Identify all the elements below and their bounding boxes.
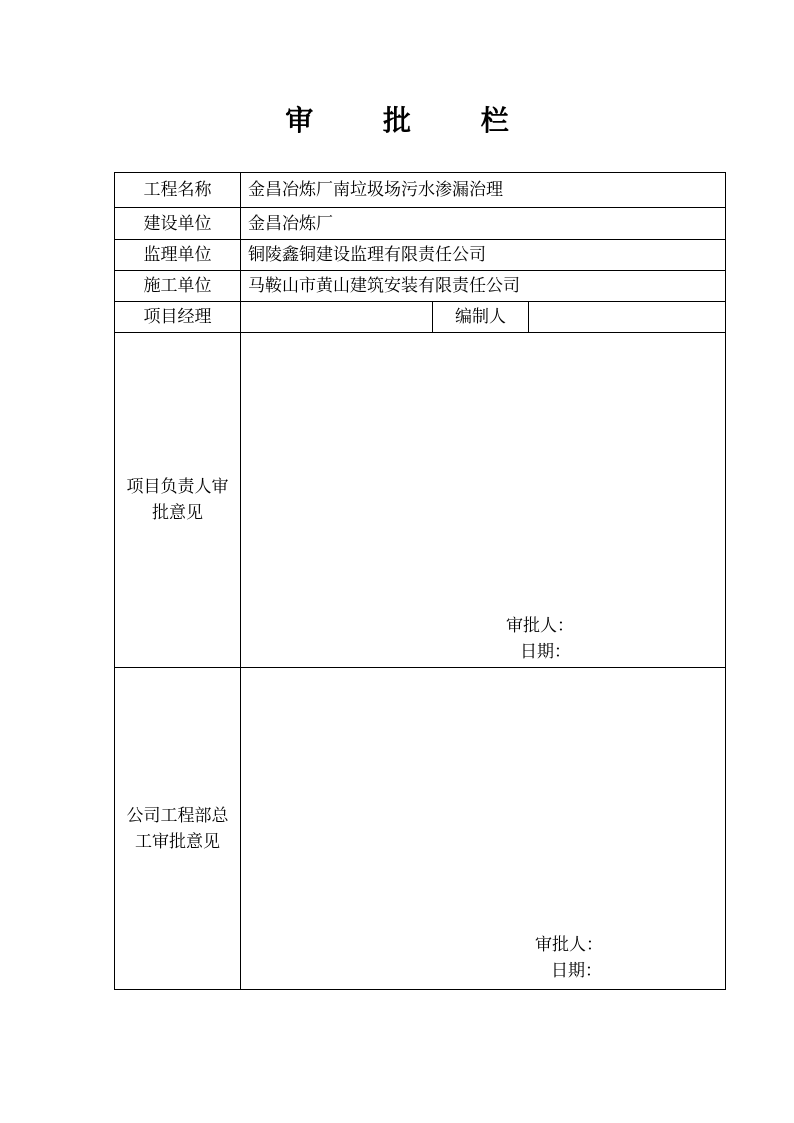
construction-unit-field[interactable]: 金昌冶炼厂	[248, 213, 333, 234]
approver-label: 审批人：	[535, 935, 603, 955]
approval-form-table	[114, 172, 726, 990]
project-lead-approval-label	[115, 333, 240, 667]
project-lead-opinion-area[interactable]	[241, 333, 725, 667]
label-line: 批意见	[152, 503, 203, 523]
contractor-unit-field[interactable]: 马鞍山市黄山建筑安装有限责任公司	[248, 276, 520, 296]
engineering-dept-approval-label	[115, 668, 240, 989]
engineering-dept-opinion-area[interactable]	[241, 668, 725, 989]
supervision-unit-label: 监理单位	[143, 245, 212, 265]
table-border-bottom	[114, 989, 726, 990]
label-line: 项目负责人审	[126, 477, 229, 497]
date-label: 日期：	[520, 642, 571, 662]
date-label: 日期：	[551, 961, 602, 981]
project-manager-field[interactable]	[241, 302, 432, 332]
project-name-field[interactable]: 金昌冶炼厂南垃圾场污水渗漏治理	[248, 180, 503, 200]
form-title: 审 批 栏	[285, 104, 539, 137]
contractor-unit-label: 施工单位	[143, 276, 212, 296]
label-line: 公司工程部总	[126, 805, 229, 826]
label-line: 工审批意见	[135, 831, 220, 852]
compiler-field[interactable]	[529, 302, 725, 332]
construction-unit-label: 建设单位	[143, 213, 212, 234]
project-manager-label: 项目经理	[143, 307, 212, 327]
supervision-unit-field[interactable]: 铜陵鑫铜建设监理有限责任公司	[248, 245, 486, 265]
approver-label: 审批人：	[506, 616, 574, 636]
project-name-label: 工程名称	[143, 180, 212, 200]
compiler-label: 编制人	[455, 307, 506, 327]
table-border-right	[725, 172, 726, 990]
